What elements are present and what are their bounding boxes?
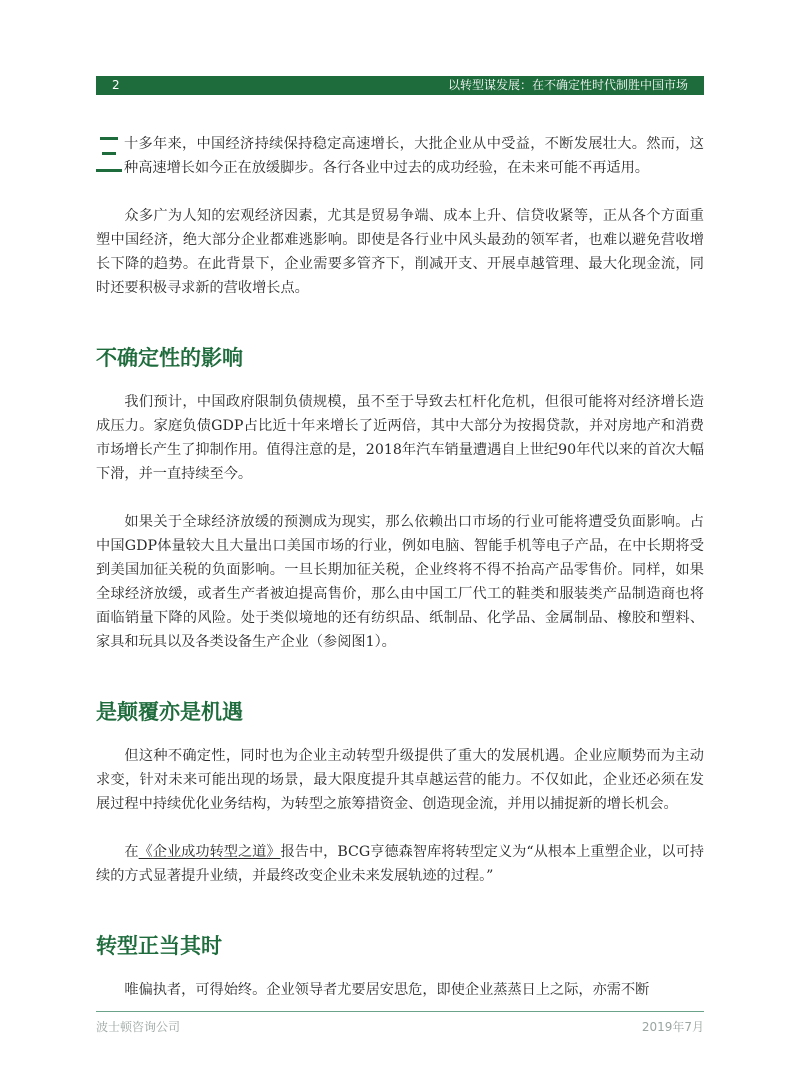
- section-heading-disruption: 是颠覆亦是机遇: [96, 699, 243, 724]
- section-heading-timing: 转型正当其时: [96, 933, 222, 958]
- header-bar: [96, 76, 704, 95]
- footer-date: 2019年7月: [641, 1020, 704, 1034]
- section3-paragraph-1: 唯偏执者，可得始终。企业领导者尤要居安思危，即使企业蒸蒸日上之际，亦需不断: [124, 982, 650, 998]
- section2-quote-paragraph: [96, 840, 704, 888]
- footer-divider: [96, 1011, 704, 1012]
- page-number: 2: [112, 78, 120, 92]
- footer-company: 波士顿咨询公司: [96, 1020, 181, 1034]
- section-heading-uncertainty: 不确定性的影响: [96, 345, 243, 370]
- section1-paragraph-2: 如果关于全球经济放缓的预测成为现实，那么依赖出口市场的行业可能将遭受负面影响。占中国GDP体量较大且大量出口美国市场的行业，例如电脑、智能手机等电子产品，在中长期将受到美国加征关税的负面影响。一旦长期加征关税，企业终将不得不抬高产品零售价。同样，如果全球经济放缓，或者生产者被迫提高售价，那么由中国工厂代工的鞋类和服装类产品制造商也将面临销量下降的风险。处于类似境地的还有纺织品、纸制品、化学品、金属制品、橡胶和塑料、家具和玩具以及各类设备生产企业（参阅图1）。: [96, 514, 704, 650]
- intro-text-1: 十多年来，中国经济持续保持稳定高速增长，大批企业从中受益，不断发展壮大。然而，这种高速增长如今正在放缓脚步。各行各业中过去的成功经验，在未来可能不再适用。: [124, 136, 704, 176]
- intro-text-2: 众多广为人知的宏观经济因素，尤其是贸易争端、成本上升、信贷收紧等，正从各个方面重塑中国经济，绝大部分企业都难逃影响。即使是各行业中风头最劲的领军者，也难以避免营收增长下降的趋势。在此背景下，企业需要多管齐下，削减开支、开展卓越管理、最大化现金流，同时还要积极寻求新的营收增长点。: [96, 208, 704, 296]
- section2-paragraph-1: 但这种不确定性，同时也为企业主动转型升级提供了重大的发展机遇。企业应顺势而为主动求变，针对未来可能出现的场景，最大限度提升其卓越运营的能力。不仅如此，企业还必须在发展过程中持续优化业务结构，为转型之旅筹措资金、创造现金流，并用以捕捉新的增长机会。: [96, 748, 704, 812]
- header-title: 以转型谋发展：在不确定性时代制胜中国市场: [447, 78, 688, 92]
- report-link[interactable]: 《企业成功转型之道》: [138, 844, 281, 860]
- dropcap-san-icon: [96, 133, 122, 175]
- intro-paragraph-1: [96, 132, 704, 180]
- quote-suffix: 报告中，BCG亨德森智库将转型定义为“从根本上重塑企业，以可持续的方式显著提升业绩，并最终改变企业未来发展轨迹的过程。”: [96, 844, 704, 884]
- quote-prefix: 在: [124, 844, 139, 860]
- article-body: [96, 132, 704, 1002]
- section1-paragraph-1: 我们预计，中国政府限制负债规模，虽不至于导致去杠杆化危机，但很可能将对经济增长造成压力。家庭负债GDP占比近十年来增长了近两倍，其中大部分为按揭贷款，并对房地产和消费市场增长产生了抑制作用。值得注意的是，2018年汽车销量遭遇自上世纪90年代以来的首次大幅下滑，并一直持续至今。: [96, 394, 704, 482]
